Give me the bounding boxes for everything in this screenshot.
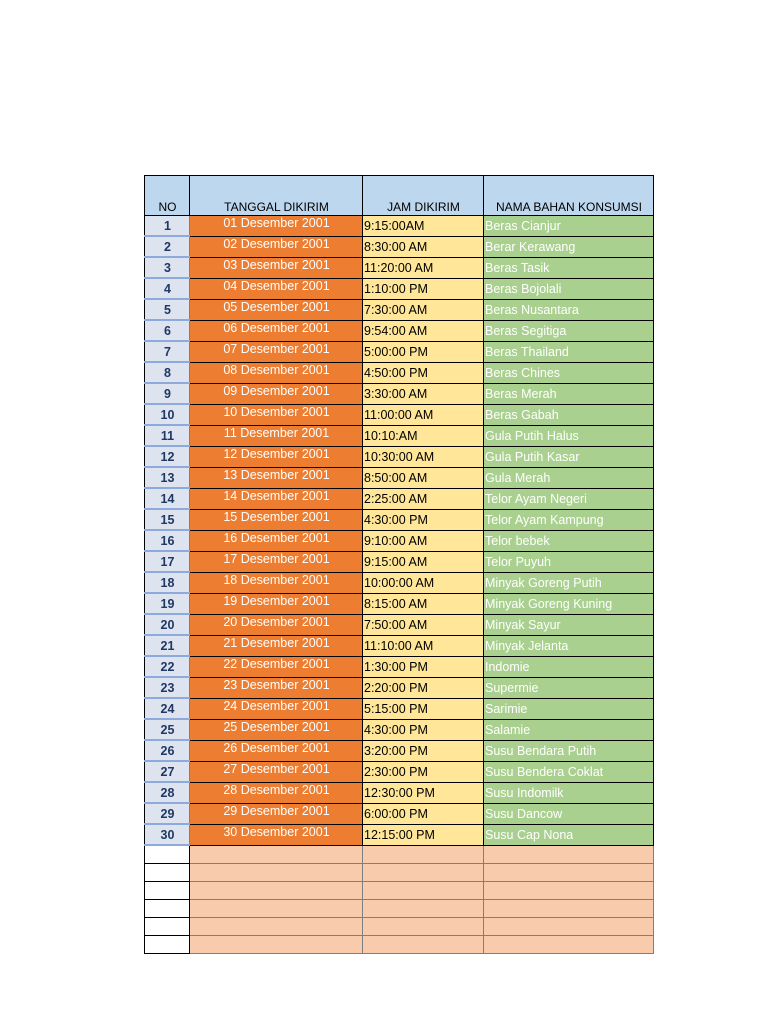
time-cell[interactable]: 8:50:00 AM — [363, 467, 484, 488]
empty-row — [145, 845, 654, 864]
time-cell[interactable]: 8:30:00 AM — [363, 236, 484, 257]
no-cell[interactable]: 30 — [145, 824, 190, 845]
date-cell[interactable]: 18 Desember 2001 — [190, 572, 363, 593]
item-name-cell[interactable]: Beras Tasik — [484, 257, 654, 278]
empty-cell[interactable] — [484, 918, 654, 936]
item-name-cell[interactable]: Sarimie — [484, 698, 654, 719]
item-name-cell[interactable]: Beras Merah — [484, 383, 654, 404]
table-row — [145, 719, 654, 740]
date-cell[interactable]: 28 Desember 2001 — [190, 782, 363, 803]
date-cell[interactable]: 17 Desember 2001 — [190, 551, 363, 572]
header-date[interactable]: TANGGAL DIKIRIM — [190, 176, 363, 216]
table-row — [145, 803, 654, 824]
no-cell[interactable]: 24 — [145, 698, 190, 719]
time-cell[interactable]: 4:50:00 PM — [363, 362, 484, 383]
date-cell[interactable]: 11 Desember 2001 — [190, 425, 363, 446]
time-cell[interactable]: 6:00:00 PM — [363, 803, 484, 824]
date-cell[interactable]: 26 Desember 2001 — [190, 740, 363, 761]
empty-cell[interactable] — [363, 936, 484, 954]
no-cell[interactable]: 18 — [145, 572, 190, 593]
empty-cell[interactable] — [363, 918, 484, 936]
empty-cell[interactable] — [484, 900, 654, 918]
table-row — [145, 761, 654, 782]
empty-cell[interactable] — [145, 900, 190, 918]
no-cell[interactable]: 29 — [145, 803, 190, 824]
time-cell[interactable]: 11:10:00 AM — [363, 635, 484, 656]
item-name-cell[interactable]: Minyak Goreng Kuning — [484, 593, 654, 614]
time-cell[interactable]: 5:00:00 PM — [363, 341, 484, 362]
header-name[interactable]: NAMA BAHAN KONSUMSI — [484, 176, 654, 216]
date-cell[interactable]: 21 Desember 2001 — [190, 635, 363, 656]
date-cell[interactable]: 19 Desember 2001 — [190, 593, 363, 614]
item-name-cell[interactable]: Gula Merah — [484, 467, 654, 488]
table-body — [145, 216, 654, 954]
table-row — [145, 341, 654, 362]
no-cell[interactable]: 2 — [145, 236, 190, 257]
time-cell[interactable]: 1:10:00 PM — [363, 278, 484, 299]
date-cell[interactable]: 12 Desember 2001 — [190, 446, 363, 467]
date-cell[interactable]: 08 Desember 2001 — [190, 362, 363, 383]
table-row — [145, 488, 654, 509]
empty-cell[interactable] — [145, 845, 190, 864]
time-cell[interactable]: 9:10:00 AM — [363, 530, 484, 551]
date-cell[interactable]: 24 Desember 2001 — [190, 698, 363, 719]
no-cell[interactable]: 15 — [145, 509, 190, 530]
no-cell[interactable]: 7 — [145, 341, 190, 362]
time-cell[interactable]: 10:30:00 AM — [363, 446, 484, 467]
time-cell[interactable]: 9:15:00AM — [363, 216, 484, 237]
item-name-cell[interactable]: Beras Segitiga — [484, 320, 654, 341]
table-row — [145, 572, 654, 593]
table-row — [145, 509, 654, 530]
no-cell[interactable]: 8 — [145, 362, 190, 383]
item-name-cell[interactable]: Berar Kerawang — [484, 236, 654, 257]
item-name-cell[interactable]: Beras Nusantara — [484, 299, 654, 320]
empty-cell[interactable] — [363, 864, 484, 882]
time-cell[interactable]: 1:30:00 PM — [363, 656, 484, 677]
time-cell[interactable]: 12:15:00 PM — [363, 824, 484, 845]
date-cell[interactable]: 15 Desember 2001 — [190, 509, 363, 530]
date-cell[interactable]: 30 Desember 2001 — [190, 824, 363, 845]
table-row — [145, 530, 654, 551]
item-name-cell[interactable]: Beras Cianjur — [484, 216, 654, 237]
empty-cell[interactable] — [363, 845, 484, 864]
date-cell[interactable]: 01 Desember 2001 — [190, 216, 363, 237]
header-row — [145, 176, 654, 216]
item-name-cell[interactable]: Beras Chines — [484, 362, 654, 383]
item-name-cell[interactable]: Susu Dancow — [484, 803, 654, 824]
no-cell[interactable]: 14 — [145, 488, 190, 509]
table-row — [145, 467, 654, 488]
no-cell[interactable]: 12 — [145, 446, 190, 467]
item-name-cell[interactable]: Minyak Jelanta — [484, 635, 654, 656]
date-cell[interactable]: 10 Desember 2001 — [190, 404, 363, 425]
no-cell[interactable]: 13 — [145, 467, 190, 488]
no-cell[interactable]: 5 — [145, 299, 190, 320]
empty-cell[interactable] — [484, 864, 654, 882]
no-cell[interactable]: 16 — [145, 530, 190, 551]
table-row — [145, 425, 654, 446]
time-cell[interactable]: 10:10:AM — [363, 425, 484, 446]
time-cell[interactable]: 3:30:00 AM — [363, 383, 484, 404]
table-row — [145, 824, 654, 845]
empty-cell[interactable] — [190, 845, 363, 864]
empty-cell[interactable] — [484, 882, 654, 900]
date-cell[interactable]: 23 Desember 2001 — [190, 677, 363, 698]
item-name-cell[interactable]: Susu Indomilk — [484, 782, 654, 803]
table-row — [145, 656, 654, 677]
no-cell[interactable]: 10 — [145, 404, 190, 425]
item-name-cell[interactable]: Minyak Sayur — [484, 614, 654, 635]
table-row — [145, 593, 654, 614]
table-row — [145, 383, 654, 404]
time-cell[interactable]: 7:30:00 AM — [363, 299, 484, 320]
item-name-cell[interactable]: Beras Bojolali — [484, 278, 654, 299]
item-name-cell[interactable]: Beras Gabah — [484, 404, 654, 425]
table-row — [145, 216, 654, 237]
time-cell[interactable]: 11:20:00 AM — [363, 257, 484, 278]
empty-cell[interactable] — [484, 936, 654, 954]
date-cell[interactable]: 09 Desember 2001 — [190, 383, 363, 404]
empty-cell[interactable] — [145, 936, 190, 954]
date-cell[interactable]: 02 Desember 2001 — [190, 236, 363, 257]
no-cell[interactable]: 9 — [145, 383, 190, 404]
empty-cell[interactable] — [190, 864, 363, 882]
item-name-cell[interactable]: Gula Putih Halus — [484, 425, 654, 446]
date-cell[interactable]: 04 Desember 2001 — [190, 278, 363, 299]
item-name-cell[interactable]: Minyak Goreng Putih — [484, 572, 654, 593]
empty-row — [145, 864, 654, 882]
empty-cell[interactable] — [145, 918, 190, 936]
date-cell[interactable]: 29 Desember 2001 — [190, 803, 363, 824]
table-row — [145, 677, 654, 698]
empty-row — [145, 882, 654, 900]
table-row — [145, 299, 654, 320]
time-cell[interactable]: 8:15:00 AM — [363, 593, 484, 614]
time-cell[interactable]: 11:00:00 AM — [363, 404, 484, 425]
table-row — [145, 782, 654, 803]
item-name-cell[interactable]: Supermie — [484, 677, 654, 698]
empty-row — [145, 900, 654, 918]
header-time[interactable]: JAM DIKIRIM — [363, 176, 484, 216]
table-row — [145, 740, 654, 761]
empty-cell[interactable] — [145, 882, 190, 900]
item-name-cell[interactable]: Beras Thailand — [484, 341, 654, 362]
table-row — [145, 278, 654, 299]
time-cell[interactable]: 5:15:00 PM — [363, 698, 484, 719]
header-no[interactable]: NO — [145, 176, 190, 216]
table-row — [145, 236, 654, 257]
item-name-cell[interactable]: Salamie — [484, 719, 654, 740]
empty-row — [145, 918, 654, 936]
empty-cell[interactable] — [190, 882, 363, 900]
time-cell[interactable]: 7:50:00 AM — [363, 614, 484, 635]
date-cell[interactable]: 16 Desember 2001 — [190, 530, 363, 551]
delivery-table — [144, 175, 654, 954]
no-cell[interactable]: 21 — [145, 635, 190, 656]
item-name-cell[interactable]: Gula Putih Kasar — [484, 446, 654, 467]
item-name-cell[interactable]: Telor Ayam Negeri — [484, 488, 654, 509]
no-cell[interactable]: 1 — [145, 216, 190, 237]
table-row — [145, 362, 654, 383]
date-cell[interactable]: 13 Desember 2001 — [190, 467, 363, 488]
no-cell[interactable]: 11 — [145, 425, 190, 446]
no-cell[interactable]: 27 — [145, 761, 190, 782]
no-cell[interactable]: 19 — [145, 593, 190, 614]
item-name-cell[interactable]: Susu Bendara Putih — [484, 740, 654, 761]
date-cell[interactable]: 20 Desember 2001 — [190, 614, 363, 635]
date-cell[interactable]: 25 Desember 2001 — [190, 719, 363, 740]
date-cell[interactable]: 05 Desember 2001 — [190, 299, 363, 320]
time-cell[interactable]: 2:25:00 AM — [363, 488, 484, 509]
table-row — [145, 635, 654, 656]
time-cell[interactable]: 3:20:00 PM — [363, 740, 484, 761]
empty-cell[interactable] — [484, 845, 654, 864]
no-cell[interactable]: 23 — [145, 677, 190, 698]
time-cell[interactable]: 10:00:00 AM — [363, 572, 484, 593]
item-name-cell[interactable]: Telor Puyuh — [484, 551, 654, 572]
item-name-cell[interactable]: Telor bebek — [484, 530, 654, 551]
date-cell[interactable]: 07 Desember 2001 — [190, 341, 363, 362]
table-row — [145, 320, 654, 341]
time-cell[interactable]: 2:20:00 PM — [363, 677, 484, 698]
time-cell[interactable]: 12:30:00 PM — [363, 782, 484, 803]
empty-cell[interactable] — [190, 900, 363, 918]
item-name-cell[interactable]: Telor Ayam Kampung — [484, 509, 654, 530]
empty-row — [145, 936, 654, 954]
time-cell[interactable]: 4:30:00 PM — [363, 719, 484, 740]
table-row — [145, 551, 654, 572]
empty-cell[interactable] — [190, 936, 363, 954]
empty-cell[interactable] — [363, 900, 484, 918]
no-cell[interactable]: 22 — [145, 656, 190, 677]
time-cell[interactable]: 4:30:00 PM — [363, 509, 484, 530]
time-cell[interactable]: 2:30:00 PM — [363, 761, 484, 782]
no-cell[interactable]: 4 — [145, 278, 190, 299]
no-cell[interactable]: 6 — [145, 320, 190, 341]
no-cell[interactable]: 17 — [145, 551, 190, 572]
table-row — [145, 698, 654, 719]
empty-cell[interactable] — [145, 864, 190, 882]
item-name-cell[interactable]: Indomie — [484, 656, 654, 677]
time-cell[interactable]: 9:15:00 AM — [363, 551, 484, 572]
table-row — [145, 404, 654, 425]
no-cell[interactable]: 26 — [145, 740, 190, 761]
table-row — [145, 257, 654, 278]
empty-cell[interactable] — [363, 882, 484, 900]
item-name-cell[interactable]: Susu Cap Nona — [484, 824, 654, 845]
no-cell[interactable]: 25 — [145, 719, 190, 740]
date-cell[interactable]: 03 Desember 2001 — [190, 257, 363, 278]
table-row — [145, 614, 654, 635]
date-cell[interactable]: 22 Desember 2001 — [190, 656, 363, 677]
date-cell[interactable]: 06 Desember 2001 — [190, 320, 363, 341]
date-cell[interactable]: 14 Desember 2001 — [190, 488, 363, 509]
no-cell[interactable]: 20 — [145, 614, 190, 635]
no-cell[interactable]: 3 — [145, 257, 190, 278]
time-cell[interactable]: 9:54:00 AM — [363, 320, 484, 341]
no-cell[interactable]: 28 — [145, 782, 190, 803]
empty-cell[interactable] — [190, 918, 363, 936]
item-name-cell[interactable]: Susu Bendera Coklat — [484, 761, 654, 782]
date-cell[interactable]: 27 Desember 2001 — [190, 761, 363, 782]
table-row — [145, 446, 654, 467]
